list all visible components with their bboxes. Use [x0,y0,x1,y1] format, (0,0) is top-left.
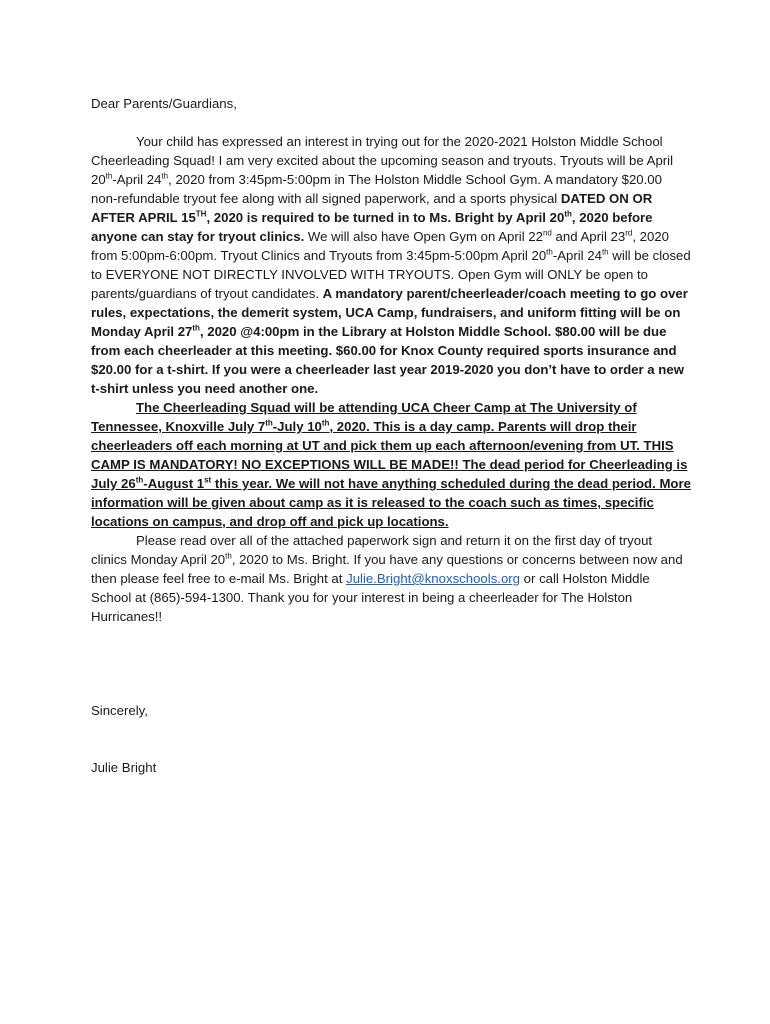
ordinal-suffix: th [161,171,169,181]
ordinal-suffix: th [546,247,553,257]
text-span: , 2020 to Ms. Bright. If you have any questions or concerns between now and then please feel free to e-mail Ms. Bright at [91,552,683,586]
text-span: -April 24 [112,172,162,187]
ordinal-suffix: th [135,475,144,485]
paragraph-tryouts [91,132,691,398]
text-span: , 2020 from 3:45pm-5:00pm in The Holston Middle School Gym. A mandatory $20.00 non-refundable tryout fee along with all signed paperwork, and a sports physical [91,172,662,206]
text-span: -April 24 [552,248,602,263]
signature-name: Julie Bright [91,760,157,775]
bold-deadline: DATED ON OR AFTER APRIL 15TH, 2020 is required to be turned in to Ms. Bright by April 20th, 2020 before anyone can stay for tryout clinics. [91,191,653,244]
ordinal-suffix: th [321,418,330,428]
greeting: Dear Parents/Guardians, [91,96,237,111]
ordinal-suffix: nd [542,228,552,238]
ordinal-suffix: rd [625,228,633,238]
letter-body [91,132,691,626]
paragraph-paperwork [91,531,691,626]
ordinal-suffix: th [192,323,200,333]
closing: Sincerely, [91,703,148,718]
paragraph-camp [91,398,691,531]
text-span: or call Holston Middle School at (865)-594-1300. Thank you for your interest in being a cheerleader for The Holston Hurricanes!! [91,571,650,624]
text-span: We will also have Open Gym on April 22 [304,229,543,244]
text-span: and April 23 [551,229,626,244]
text-span: Please read over all of the attached paperwork sign and return it on the first day of tryout clinics Monday April 20 [91,533,653,567]
text-span: will be closed to EVERYONE NOT DIRECTLY INVOLVED WITH TRYOUTS. Open Gym will ONLY be open to parents/guardians of tryout candidates. [91,248,691,301]
text-span: , 2020 from 5:00pm-6:00pm. Tryout Clinics and Tryouts from 3:45pm-5:00pm April 20 [91,229,670,263]
ordinal-suffix: TH [195,209,207,219]
ordinal-suffix: th [564,209,572,219]
ordinal-suffix: st [204,475,212,485]
ordinal-suffix: th [265,418,273,428]
underlined-camp-info: The Cheerleading Squad will be attending UCA Cheer Camp at The University of Tennessee, Knoxville July 7th-July 10th, 2020. This is a day camp. Parents will drop their cheerleaders off each morning at UT and pick them up each afternoon/evening from UT. THIS CAMP IS MANDATORY! NO EXCEPTIONS WILL BE MADE!! The dead period for Cheerleading is July 26th-August 1st this year. We will not have anything scheduled during the dead period. More information will be given about camp as it is released to the coach such as times, specific locations on campus, and drop off and pick up locations. [91,400,691,529]
bold-meeting-info: A mandatory parent/cheerleader/coach meeting to go over rules, expectations, the demerit system, UCA Camp, fundraisers, and uniform fitting will be on Monday April 27th, 2020 @4:00pm in the Library at Holston Middle School. $80.00 will be due from each cheerleader at this meeting. $60.00 for Knox County required sports insurance and $20.00 for a t-shirt. If you were a cheerleader last year 2019-2020 you don’t have to order a new t-shirt unless you need another one. [91,286,688,396]
text-span: Your child has expressed an interest in trying out for the 2020-2021 Holston Middle School Cheerleading Squad! I am very excited about the upcoming season and tryouts. Tryouts will be April 20 [91,134,674,187]
email-link[interactable]: Julie.Bright@knoxschools.org [346,571,521,586]
ordinal-suffix: th [225,551,232,561]
ordinal-suffix: th [601,247,609,257]
ordinal-suffix: th [105,171,113,181]
